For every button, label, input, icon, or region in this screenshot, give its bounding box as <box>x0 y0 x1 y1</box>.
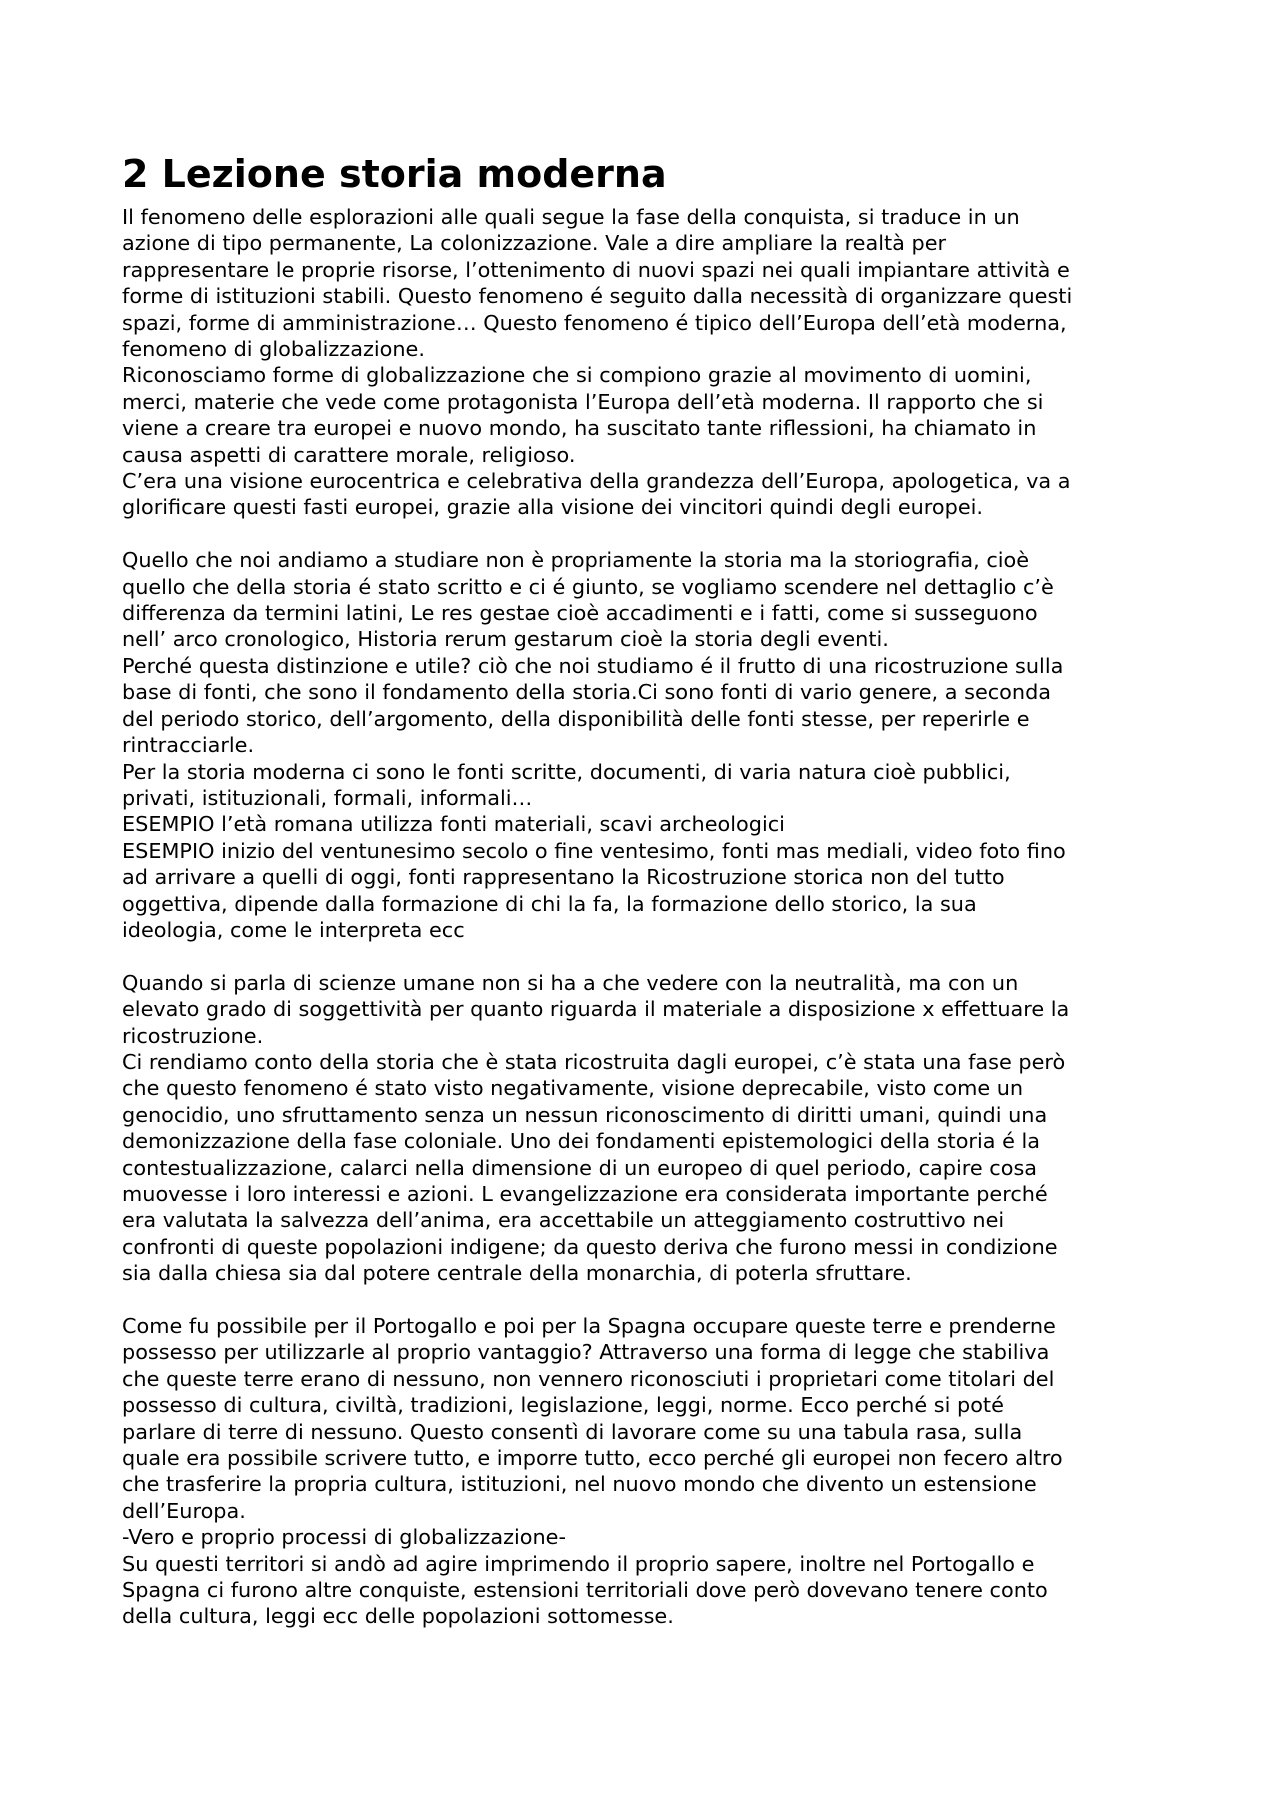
text-line: C’era una visione eurocentrica e celebrativa della grandezza dell’Europa, apologetica, va a <box>122 469 1071 494</box>
text-line: Su questi territori si andò ad agire imprimendo il proprio sapere, inoltre nel Portogallo e <box>122 1551 1035 1576</box>
text-line: demonizzazione della fase coloniale. Uno dei fondamenti epistemologici della storia é la <box>122 1129 1041 1154</box>
text-line: del periodo storico, dell’argomento, della disponibilità delle fonti stesse, per reperirle e <box>122 706 1030 731</box>
document-title: 2 Lezione storia moderna <box>122 152 667 196</box>
text-line: spazi, forme di amministrazione… Questo fenomeno é tipico dell’Europa dell’età moderna, <box>122 310 1067 335</box>
text-line: parlare di terre di nessuno. Questo consentì di lavorare come su una tabula rasa, sulla <box>122 1419 1023 1444</box>
text-line: merci, materie che vede come protagonista l’Europa dell’età moderna. Il rapporto che si <box>122 389 1044 414</box>
text-line: sia dalla chiesa sia dal potere centrale della monarchia, di poterla sfruttare. <box>122 1261 912 1286</box>
text-line: che trasferire la propria cultura, istituzioni, nel nuovo mondo che divento un estensione <box>122 1472 1037 1497</box>
text-line: che queste terre erano di nessuno, non vennero riconosciuti i proprietari come titolari del <box>122 1366 1055 1391</box>
text-line: -Vero e proprio processi di globalizzazione- <box>122 1525 566 1550</box>
text-line: oggettiva, dipende dalla formazione di chi la fa, la formazione dello storico, la sua <box>122 891 977 916</box>
text-line: Quando si parla di scienze umane non si ha a che vedere con la neutralità, ma con un <box>122 970 1019 995</box>
text-line: dell’Europa. <box>122 1498 246 1523</box>
text-line: era valutata la salvezza dell’anima, era accettabile un atteggiamento costruttivo nei <box>122 1208 1005 1233</box>
text-line: privati, istituzionali, formali, informali… <box>122 785 533 810</box>
paragraph <box>122 1313 1172 1630</box>
paragraph <box>122 204 1172 521</box>
text-line: azione di tipo permanente, La colonizzazione. Vale a dire ampliare la realtà per <box>122 231 947 256</box>
text-line: possesso per utilizzarle al proprio vantaggio? Attraverso una forma di legge che stabiliva <box>122 1340 1050 1365</box>
text-line: rappresentare le proprie risorse, l’ottenimento di nuovi spazi nei quali impiantare attività e <box>122 257 1070 282</box>
document-page <box>122 150 1172 1630</box>
text-line: ESEMPIO l’età romana utilizza fonti materiali, scavi archeologici <box>122 812 785 837</box>
text-line: fenomeno di globalizzazione. <box>122 337 425 362</box>
text-line: glorificare questi fasti europei, grazie alla visione dei vincitori quindi degli europei. <box>122 495 984 520</box>
text-line: Ci rendiamo conto della storia che è stata ricostruita dagli europei, c’è stata una fase però <box>122 1049 1066 1074</box>
paragraph <box>122 970 1172 1287</box>
text-line: genocidio, uno sfruttamento senza un nessun riconoscimento di diritti umani, quindi una <box>122 1102 1048 1127</box>
paragraph-spacer <box>122 943 1172 969</box>
text-line: della cultura, leggi ecc delle popolazioni sottomesse. <box>122 1604 674 1629</box>
text-line: ad arrivare a quelli di oggi, fonti rappresentano la Ricostruzione storica non del tutto <box>122 865 1005 890</box>
text-line: Riconosciamo forme di globalizzazione che si compiono grazie al movimento di uomini, <box>122 363 1032 388</box>
text-line: ESEMPIO inizio del ventunesimo secolo o fine ventesimo, fonti mas mediali, video foto fino <box>122 838 1066 863</box>
text-line: Perché questa distinzione e utile? ciò che noi studiamo é il frutto di una ricostruzione sulla <box>122 653 1064 678</box>
document-body <box>122 204 1172 1630</box>
text-line: possesso di cultura, civiltà, tradizioni, legislazione, leggi, norme. Ecco perché si poté <box>122 1393 1004 1418</box>
text-line: differenza da termini latini, Le res gestae cioè accadimenti e i fatti, come si susseguono <box>122 601 1038 626</box>
text-line: confronti di queste popolazioni indigene; da questo deriva che furono messi in condizione <box>122 1234 1058 1259</box>
text-line: che questo fenomeno é stato visto negativamente, visione deprecabile, visto come un <box>122 1076 1024 1101</box>
text-line: viene a creare tra europei e nuovo mondo, ha suscitato tante riflessioni, ha chiamato in <box>122 416 1037 441</box>
text-line: Spagna ci furono altre conquiste, estensioni territoriali dove però dovevano tenere conto <box>122 1578 1048 1603</box>
text-line: base di fonti, che sono il fondamento della storia.Ci sono fonti di vario genere, a seconda <box>122 680 1052 705</box>
text-line: Come fu possibile per il Portogallo e poi per la Spagna occupare queste terre e prenderne <box>122 1314 1056 1339</box>
paragraph-spacer <box>122 1287 1172 1313</box>
text-line: contestualizzazione, calarci nella dimensione di un europeo di quel periodo, capire cosa <box>122 1155 1038 1180</box>
text-line: muovesse i loro interessi e azioni. L evangelizzazione era considerata importante perché <box>122 1182 1048 1206</box>
text-line: forme di istituzioni stabili. Questo fenomeno é seguito dalla necessità di organizzare questi <box>122 284 1073 309</box>
text-line: quale era possibile scrivere tutto, e imporre tutto, ecco perché gli europei non fecero altro <box>122 1446 1063 1471</box>
text-line: elevato grado di soggettività per quanto riguarda il materiale a disposizione x effettuare la <box>122 997 1070 1022</box>
paragraph-spacer <box>122 521 1172 547</box>
text-line: nell’ arco cronologico, Historia rerum gestarum cioè la storia degli eventi. <box>122 627 889 652</box>
text-line: Quello che noi andiamo a studiare non è propriamente la storia ma la storiografia, cioè <box>122 548 1030 573</box>
text-line: ricostruzione. <box>122 1023 264 1048</box>
text-line: Per la storia moderna ci sono le fonti scritte, documenti, di varia natura cioè pubblici, <box>122 759 1011 784</box>
text-line: Il fenomeno delle esplorazioni alle quali segue la fase della conquista, si traduce in un <box>122 205 1020 229</box>
text-line: rintracciarle. <box>122 733 255 758</box>
text-line: quello che della storia é stato scritto e ci é giunto, se vogliamo scendere nel dettaglio c’è <box>122 574 1054 599</box>
text-line: causa aspetti di carattere morale, religioso. <box>122 442 576 467</box>
text-line: ideologia, come le interpreta ecc <box>122 917 465 942</box>
paragraph <box>122 547 1172 943</box>
